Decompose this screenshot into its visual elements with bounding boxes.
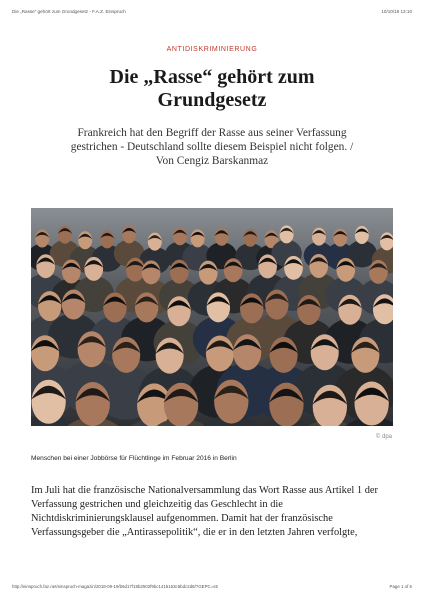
crowd-photo-illustration	[31, 208, 393, 426]
print-datetime: 10/10/18 13:10	[381, 9, 412, 14]
article-teaser: Frankreich hat den Begriff der Rasse aus seiner Verfassung gestrichen - Deutschland sollte diesem Beispiel nicht folgen. / Von Cengiz Barskanmaz	[70, 127, 354, 167]
print-url: http://einspruch.faz.net/einspruch-magazin/2018-09-19/b6d17f19b2502f9bc1415153c6bdc2d8/?GEPC=s5	[12, 584, 218, 589]
article-headline: Die „Rasse“ gehört zum Grundgesetz	[109, 66, 315, 111]
article-kicker: ANTIDISKRIMINIERUNG	[166, 46, 258, 53]
print-footer	[12, 584, 412, 592]
article-photo	[31, 208, 393, 426]
print-header	[12, 9, 412, 19]
print-doc-title: Die „Rasse“ gehört zum Grundgesetz - F.A.Z. Einspruch	[12, 9, 126, 14]
photo-caption: Menschen bei einer Jobbörse für Flüchtlinge im Februar 2016 in Berlin	[31, 455, 237, 462]
photo-credit: © dpa	[375, 434, 392, 440]
print-page-number: Page 1 of 6	[389, 584, 412, 589]
article-body: Im Juli hat die französische Nationalversammlung das Wort Rasse aus Artikel 1 der Verfassung gestrichen und gleichzeitig das Geschlecht in die Nichtdiskriminierungsklausel aufgenommen. Damit hat der französische Verfassungsgeber die „Antirassepolitik“, die er in den letzten Jahren verfolgte,	[31, 485, 378, 538]
